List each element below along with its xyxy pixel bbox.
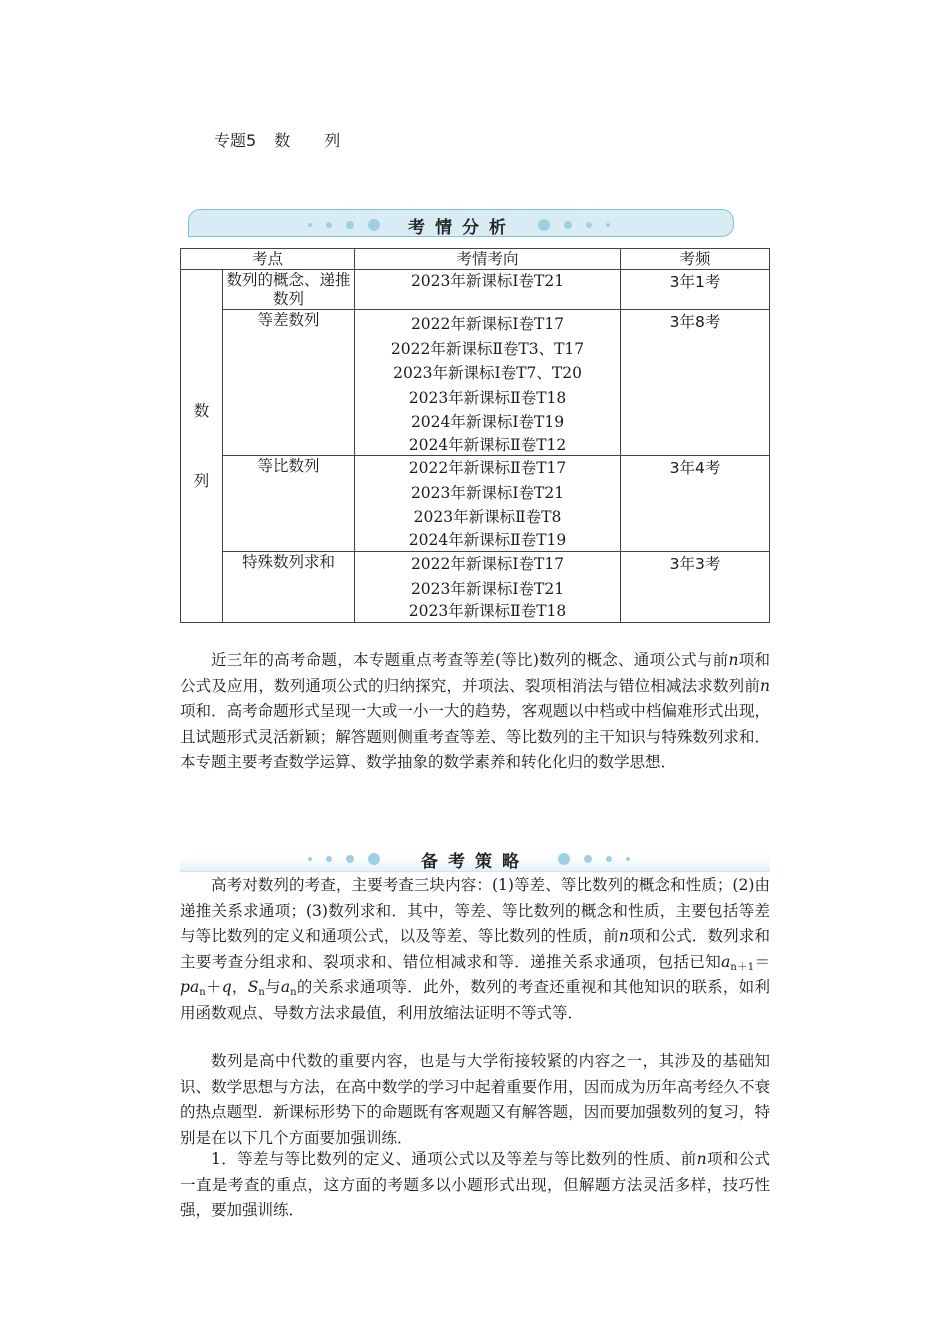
subject-cell-char-1: 数: [193, 402, 210, 420]
subject-char-2: 列: [324, 131, 341, 150]
subject-cell: [181, 270, 223, 623]
subject-cell-char-2: 列: [193, 472, 210, 490]
direction-item: 2023年新课标Ⅰ卷T21: [410, 579, 565, 598]
point-cell: 等比数列: [223, 456, 355, 552]
direction-item: 2023年新课标Ⅱ卷T18: [408, 602, 567, 620]
direction-item: 2022年新课标Ⅱ卷T3、T17: [390, 339, 585, 358]
page-header: [214, 128, 340, 151]
strategy-paragraph-1: 高考对数列的考查，主要考查三块内容：(1)等差、等比数列的概念和性质；(2)由递推关系求通项；(3)数列求和．其中，等差、等比数列的概念和性质，主要包括等差与等比数列的定义和通项公式，以及等差、等比数列的性质，前n项和公式．数列求和主要考查分组求和、裂项求和、错位相减求和等．递推关系求通项，包括已知$a_{n+1}=pa_n+q$，$S_n$与$a_n$的关系求通项等．此外，数列的考查还重视和其他知识的联系，如利用函数观点、导数方法求最值，利用放缩法证明不等式等．: [180, 876, 770, 1022]
direction-item: 2024年新课标Ⅱ卷T19: [408, 530, 567, 549]
direction-item: 2022年新课标Ⅰ卷T17: [410, 315, 565, 333]
table-row: [181, 552, 770, 623]
frequency-cell: 3年8考: [621, 310, 770, 456]
direction-cell: [355, 310, 621, 456]
header-point: 考点: [181, 249, 355, 270]
direction-cell: [355, 552, 621, 623]
frequency-cell: 3年4考: [621, 456, 770, 552]
direction-item: 2024年新课标Ⅱ卷T12: [408, 435, 567, 454]
subject-char-1: 数: [274, 131, 291, 150]
analysis-banner-title: 考情分析: [408, 218, 516, 238]
strategy-banner-title: 备考策略: [421, 852, 529, 872]
analysis-paragraph: 近三年的高考命题，本专题重点考查等差(等比)数列的概念、通项公式与前n项和公式及应用，数列通项公式的归纳探究，并项法、裂项相消法与错位相减法求数列前n项和．高考命题形式呈现一大或一小一大的趋势，客观题以中档或中档偏难形式出现，且试题形式灵活新颖；解答题则侧重考查等差、等比数列的主干知识与特殊数列求和．本专题主要考查数学运算、数学抽象的数学素养和转化化归的数学思想．: [180, 651, 770, 771]
direction-item: 2023年新课标Ⅰ卷T21: [410, 272, 565, 290]
topic-label: 专题5: [214, 131, 257, 150]
header-frequency: 考频: [621, 249, 770, 270]
analysis-banner: [188, 209, 736, 239]
direction-item: 2024年新课标Ⅰ卷T19: [410, 413, 565, 431]
direction-item: 2022年新课标Ⅰ卷T17: [410, 555, 565, 573]
point-cell: 等差数列: [223, 310, 355, 456]
strategy-banner: [180, 843, 770, 871]
table-header-row: [181, 249, 770, 270]
banner-dots-right: [558, 853, 630, 865]
point-cell: 数列的概念、递推数列: [223, 270, 355, 310]
direction-item: 2023年新课标Ⅱ卷T18: [408, 388, 567, 407]
direction-item: 2023年新课标Ⅰ卷T21: [410, 483, 565, 502]
point-cell: 特殊数列求和: [223, 552, 355, 623]
table-row: [181, 310, 770, 456]
strategy-paragraph-3: 1．等差与等比数列的定义、通项公式以及等差与等比数列的性质、前n项和公式一直是考查的重点，这方面的考题多以小题形式出现，但解题方法灵活多样，技巧性强，要加强训练．: [180, 1150, 770, 1219]
direction-cell: [355, 456, 621, 552]
banner-dots-right: [538, 219, 610, 231]
strategy-paragraph-2: 数列是高中代数的重要内容，也是与大学衔接较紧的内容之一，其涉及的基础知识、数学思想与方法，在高中数学的学习中起着重要作用，因而成为历年高考经久不衰的热点题型．新课标形势下的命题既有客观题又有解答题，因而要加强数列的复习，特别是在以下几个方面要加强训练．: [180, 1052, 770, 1147]
direction-item: 2023年新课标Ⅱ卷T8: [413, 508, 562, 526]
header-direction: 考情考向: [355, 249, 621, 270]
direction-cell: [355, 270, 621, 310]
table-row: [181, 270, 770, 310]
exam-table: [180, 248, 770, 623]
frequency-cell: 3年3考: [621, 552, 770, 623]
table-row: [181, 456, 770, 552]
frequency-cell: 3年1考: [621, 270, 770, 310]
direction-item: 2022年新课标Ⅱ卷T17: [408, 459, 567, 477]
direction-item: 2023年新课标Ⅰ卷T7、T20: [393, 364, 582, 382]
